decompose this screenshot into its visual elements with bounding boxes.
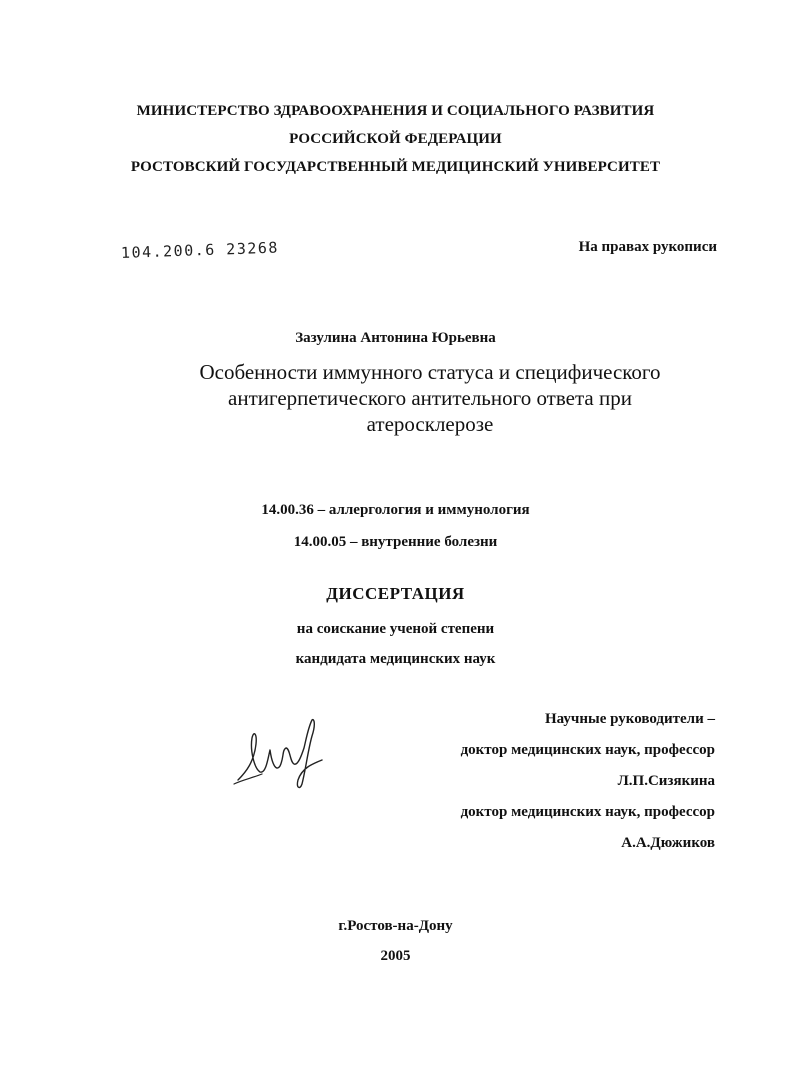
supervisors-block xyxy=(461,704,715,859)
supervisor-2-name: А.А.Дюжиков xyxy=(621,835,715,851)
supervisor-2-title: доктор медицинских наук, профессор xyxy=(460,804,715,820)
ministry-line-2: РОССИЙСКОЙ ФЕДЕРАЦИИ xyxy=(289,131,502,147)
degree-line-1: на соискание ученой степени xyxy=(296,621,495,637)
specialty-1: 14.00.36 – аллергология и иммунология xyxy=(261,502,530,518)
rights-note: На правах рукописи xyxy=(578,239,717,255)
author-name: Зазулина Антонина Юрьевна xyxy=(295,330,496,346)
title-line-3: атеросклерозе xyxy=(366,412,494,436)
handwritten-signature xyxy=(232,714,332,794)
ministry-line-3: РОСТОВСКИЙ ГОСУДАРСТВЕННЫЙ МЕДИЦИНСКИЙ УНИВЕРСИТЕТ xyxy=(130,159,661,175)
degree-info xyxy=(0,614,791,674)
dissertation-title xyxy=(150,359,710,437)
title-line-1: Особенности иммунного статуса и специфического xyxy=(199,360,661,384)
degree-line-2: кандидата медицинских наук xyxy=(295,651,496,667)
registration-stamp: 104.200.6 23268 xyxy=(120,238,280,262)
year: 2005 xyxy=(380,948,411,964)
document-type: ДИССЕРТАЦИЯ xyxy=(326,584,465,603)
ministry-header xyxy=(0,97,791,181)
ministry-line-1: МИНИСТЕРСТВО ЗДРАВООХРАНЕНИЯ И СОЦИАЛЬНОГО РАЗВИТИЯ xyxy=(136,103,655,119)
supervisors-heading: Научные руководители – xyxy=(545,711,715,727)
city: г.Ростов-на-Дону xyxy=(338,918,453,934)
title-line-2: антигерпетического антительного ответа при xyxy=(228,386,632,410)
supervisor-1-title: доктор медицинских наук, профессор xyxy=(460,742,715,758)
specialties xyxy=(0,494,791,558)
supervisor-1-name: Л.П.Сизякина xyxy=(617,773,715,789)
specialty-2: 14.00.05 – внутренние болезни xyxy=(293,534,498,550)
